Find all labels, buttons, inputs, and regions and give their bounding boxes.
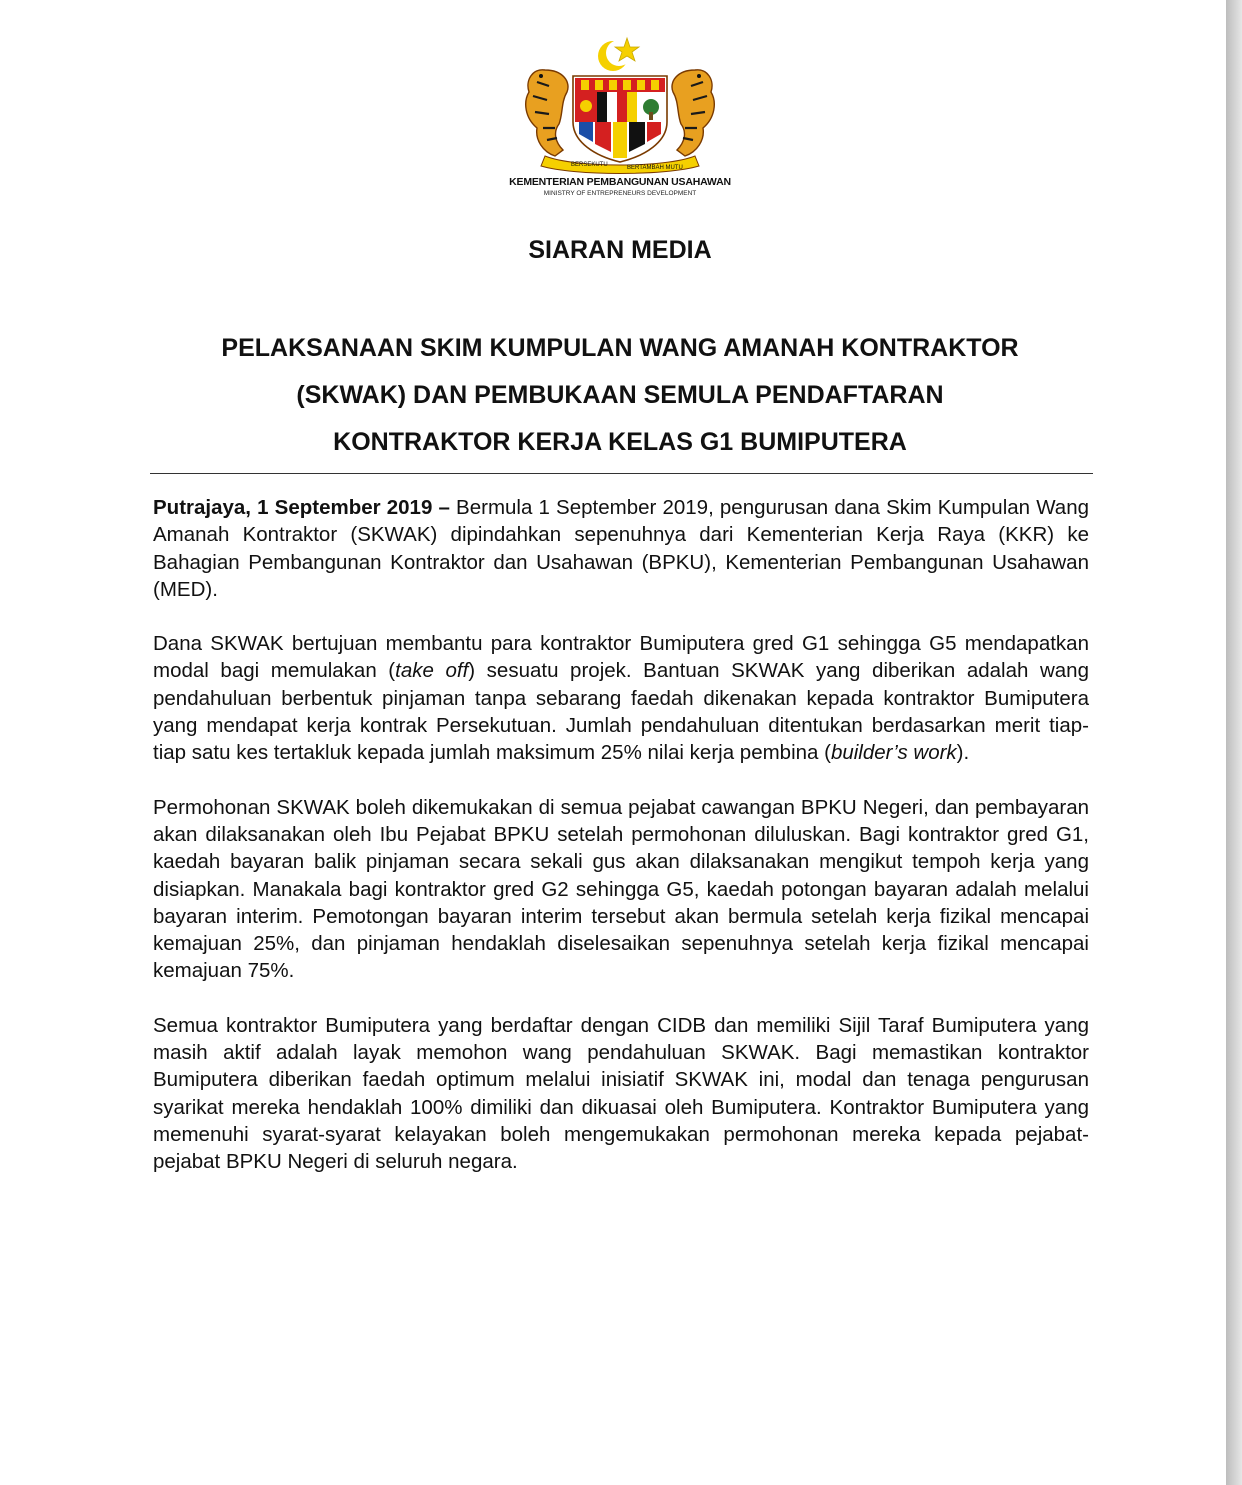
paragraph-2-emphasis-1: take off (395, 659, 469, 683)
title-line-2: (SKWAK) DAN PEMBUKAAN SEMULA PENDAFTARAN (296, 381, 944, 409)
dateline: Putrajaya, 1 September 2019 – (153, 496, 450, 519)
ministry-name-english: MINISTRY OF ENTREPRENEURS DEVELOPMENT (543, 190, 697, 197)
svg-text:BERTAMBAH MUTU: BERTAMBAH MUTU (627, 165, 683, 171)
star-and-crescent-icon (598, 38, 639, 71)
title-divider (150, 473, 1093, 474)
paragraph-4: Semua kontraktor Bumiputera yang berdaftar dengan CIDB dan memiliki Sijil Taraf Bumiputera yang masih aktif adalah layak memohon wang pendahuluan SKWAK. Bagi memastikan kontraktor Bumiputera diberikan faedah optimum melalui inisiatif SKWAK ini, modal dan tenaga pengurusan syarikat mereka hendaklah 100% dimiliki dan dikuasai oleh Bumiputera. Kontraktor Bumiputera yang memenuhi syarat-syarat kelayakan boleh mengemukakan permohonan mereka kepada pejabat-pejabat BPKU Negeri di seluruh negara. (153, 1013, 1089, 1174)
page-edge-shadow (1226, 0, 1242, 1485)
paragraph-1-text: Bermula 1 September 2019, pengurusan dana Skim Kumpulan Wang Amanah Kontraktor (SKWAK) dipindahkan sepenuhnya dari Kementerian Kerja Raya (KKR) ke Bahagian Pembangunan Kontraktor dan Usahawan (BPKU), Kementerian Pembangunan Usahawan (MED). (153, 496, 1089, 601)
coat-of-arms-logo (515, 30, 725, 174)
left-tiger-icon (526, 70, 568, 156)
document-title (140, 325, 1100, 466)
letterhead (500, 30, 740, 205)
title-line-3: KONTRAKTOR KERJA KELAS G1 BUMIPUTERA (333, 428, 907, 456)
document-heading: SIARAN MEDIA (528, 236, 712, 264)
right-tiger-icon (672, 70, 714, 156)
paragraph-2 (153, 630, 1089, 766)
svg-text:BERSEKUTU: BERSEKUTU (571, 162, 608, 168)
ministry-name-malay: KEMENTERIAN PEMBANGUNAN USAHAWAN (509, 176, 731, 188)
paragraph-3: Permohonan SKWAK boleh dikemukakan di semua pejabat cawangan BPKU Negeri, dan pembayaran akan dilaksanakan oleh Ibu Pejabat BPKU setelah permohonan diluluskan. Bagi kontraktor gred G1, kaedah bayaran balik pinjaman secara sekali gus akan dilaksanakan mengikut tempoh kerja yang disiapkan. Manakala bagi kontraktor gred G2 sehingga G5, kaedah potongan bayaran adalah melalui bayaran interim. Pemotongan bayaran interim tersebut akan bermula setelah kerja fizikal mencapai kemajuan 25%, dan pinjaman hendaklah diselesaikan sepenuhnya setelah kerja fizikal mencapai kemajuan 75%. (153, 795, 1089, 983)
shield-icon (573, 76, 667, 162)
paragraph-2-part-b: ) sesuatu projek. Bantuan SKWAK yang diberikan adalah wang pendahuluan berbentuk pinjaman tanpa sebarang faedah dikenakan kepada kontraktor Bumiputera yang mendapat kerja kontrak Persekutuan. Jumlah pendahuluan ditentukan berdasarkan merit tiap-tiap satu kes tertakluk kepada jumlah maksimum 25% nilai kerja pembina ( (153, 659, 1089, 765)
paragraph-2-part-a: Dana SKWAK bertujuan membantu para kontraktor Bumiputera gred G1 sehingga G5 mendapatkan modal bagi memulakan ( (153, 632, 1089, 683)
title-line-1: PELAKSANAAN SKIM KUMPULAN WANG AMANAH KONTRAKTOR (221, 334, 1019, 362)
paragraph-2-emphasis-2: builder’s work (830, 741, 957, 765)
paragraph-1 (153, 494, 1089, 603)
paragraph-2-part-c: ). (956, 741, 970, 765)
document-body (153, 494, 1089, 1203)
